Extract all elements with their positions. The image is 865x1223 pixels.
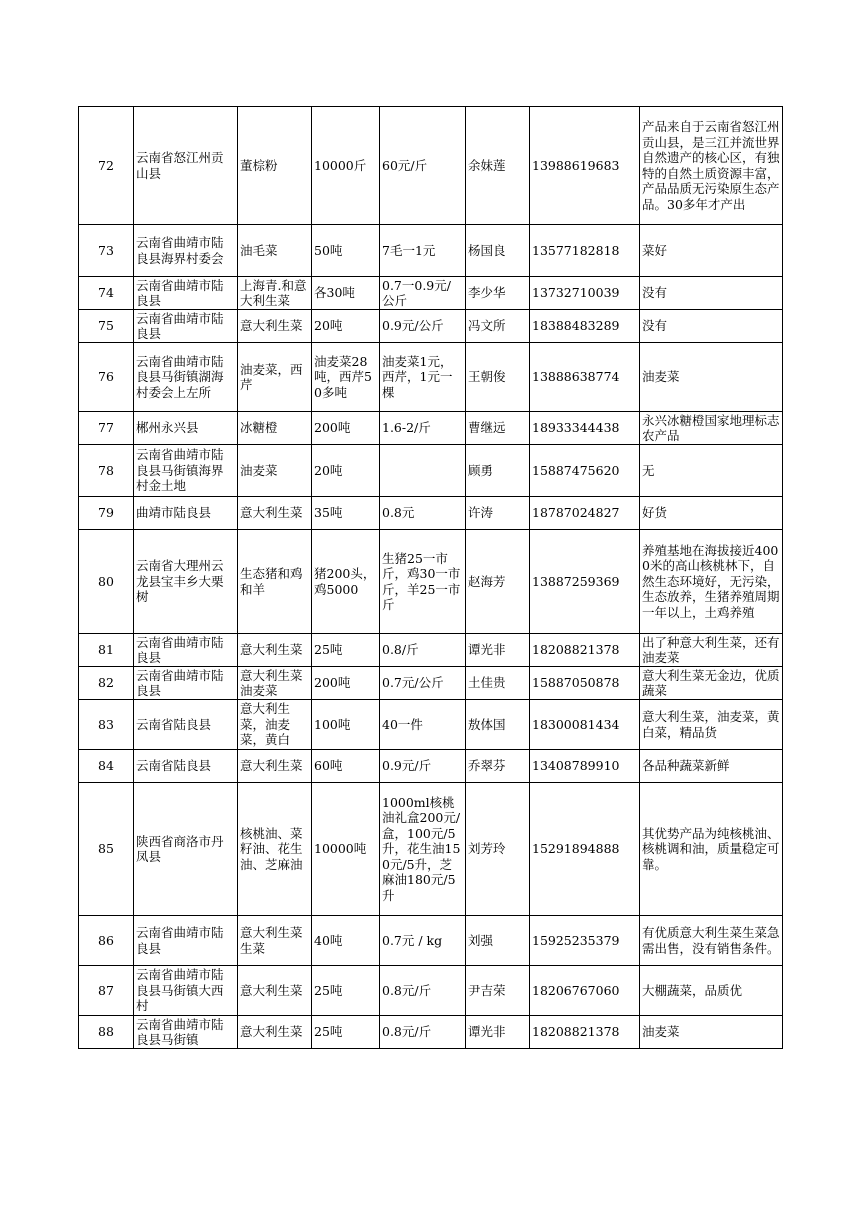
- cell-quantity-text: 20吨: [314, 462, 343, 478]
- cell-product-text: 意大利生菜: [240, 318, 303, 334]
- cell-note-text: 油麦菜: [642, 1024, 680, 1040]
- cell-note: [640, 343, 783, 412]
- cell-number: [79, 916, 134, 966]
- cell-phone-text: 15925235379: [532, 932, 620, 948]
- cell-number: [79, 700, 134, 750]
- cell-note: [640, 783, 783, 916]
- cell-quantity: [312, 966, 380, 1016]
- cell-region: [134, 343, 238, 412]
- cell-region: [134, 530, 238, 634]
- cell-note-text: 永兴冰糖橙国家地理标志农产品: [642, 412, 780, 443]
- cell-quantity: [312, 277, 380, 310]
- cell-quantity-text: 25吨: [314, 642, 343, 658]
- cell-contact-text: 赵海芳: [468, 573, 506, 589]
- table-row: [79, 700, 783, 750]
- cell-note: [640, 310, 783, 343]
- cell-region-text: 云南省曲靖市陆良县马街镇湖海村委会上左所: [136, 353, 224, 400]
- cell-product: [238, 1016, 312, 1049]
- cell-number: [79, 310, 134, 343]
- cell-phone-text: 18208821378: [532, 642, 620, 658]
- cell-quantity-text: 25吨: [314, 1024, 343, 1040]
- cell-quantity-text: 100吨: [314, 716, 351, 732]
- cell-region: [134, 966, 238, 1016]
- cell-quantity: [312, 225, 380, 277]
- cell-note: [640, 445, 783, 497]
- cell-phone-text: 13988619683: [532, 157, 620, 173]
- cell-region: [134, 750, 238, 783]
- cell-product: [238, 700, 312, 750]
- cell-region-text: 云南省曲靖市陆良县马街镇大西村: [136, 967, 224, 1014]
- cell-phone: [530, 310, 640, 343]
- cell-contact-text: 乔翠芬: [468, 758, 506, 774]
- cell-region-text: 云南省曲靖市陆良县: [136, 310, 224, 341]
- cell-price: [380, 750, 466, 783]
- cell-number-text: 72: [98, 157, 114, 173]
- cell-note-text: 产品来自于云南省怒江州贡山县，是三江并流世界自然遗产的核心区，有独特的自然土质资源丰富，产品品质无污染原生态产品。30多年才产出: [642, 119, 780, 212]
- cell-region: [134, 225, 238, 277]
- cell-phone-text: 15887050878: [532, 675, 620, 691]
- cell-quantity-text: 油麦菜28吨，西芹50多吨: [314, 353, 372, 400]
- cell-note-text: 大棚蔬菜，品质优: [642, 982, 743, 998]
- cell-price-text: 0.7元/公斤: [382, 675, 444, 691]
- cell-price: [380, 107, 466, 225]
- cell-product: [238, 783, 312, 916]
- cell-region-text: 云南省怒江州贡山县: [136, 150, 224, 181]
- cell-product: [238, 634, 312, 667]
- cell-region-text: 云南省曲靖市陆良县: [136, 634, 224, 665]
- cell-product: [238, 750, 312, 783]
- cell-phone-text: 13408789910: [532, 758, 620, 774]
- cell-price-text: 0.8元/斤: [382, 1024, 432, 1040]
- cell-price-text: 40一件: [382, 716, 423, 732]
- table-row: [79, 634, 783, 667]
- cell-region-text: 云南省大理州云龙县宝丰乡大栗树: [136, 558, 224, 605]
- cell-product: [238, 530, 312, 634]
- cell-note-text: 有优质意大利生菜生菜急需出售，没有销售条件。: [642, 925, 780, 956]
- cell-note-text: 其优势产品为纯核桃油、核桃调和油，质量稳定可靠。: [642, 825, 780, 872]
- cell-product-text: 意大利生菜油麦菜: [240, 667, 303, 698]
- cell-phone: [530, 966, 640, 1016]
- cell-contact: [466, 530, 530, 634]
- cell-contact: [466, 445, 530, 497]
- cell-quantity: [312, 700, 380, 750]
- cell-number-text: 73: [98, 242, 114, 258]
- cell-price: [380, 966, 466, 1016]
- cell-contact-text: 尹吉荣: [468, 982, 506, 998]
- cell-product: [238, 225, 312, 277]
- cell-number-text: 75: [98, 318, 114, 334]
- table-row: [79, 916, 783, 966]
- cell-product: [238, 343, 312, 412]
- cell-contact-text: 冯文所: [468, 318, 506, 334]
- cell-product-text: 意大利生菜，油麦菜，黄白: [240, 701, 291, 748]
- cell-note-text: 没有: [642, 318, 668, 334]
- cell-region: [134, 497, 238, 530]
- cell-quantity: [312, 412, 380, 445]
- cell-contact: [466, 277, 530, 310]
- cell-price-text: 0.7元 / kg: [382, 932, 443, 948]
- cell-contact: [466, 343, 530, 412]
- cell-note: [640, 1016, 783, 1049]
- cell-phone-text: 18388483289: [532, 318, 620, 334]
- cell-note: [640, 667, 783, 700]
- cell-number-text: 87: [98, 982, 114, 998]
- cell-price: [380, 445, 466, 497]
- cell-phone-text: 18300081434: [532, 716, 620, 732]
- cell-price: [380, 667, 466, 700]
- cell-product-text: 生态猪和鸡和羊: [240, 566, 303, 597]
- cell-phone: [530, 343, 640, 412]
- cell-quantity: [312, 445, 380, 497]
- cell-product-text: 意大利生菜: [240, 1024, 303, 1040]
- cell-product-text: 意大利生菜生菜: [240, 925, 303, 956]
- cell-region: [134, 445, 238, 497]
- cell-phone-text: 13732710039: [532, 285, 620, 301]
- cell-phone: [530, 783, 640, 916]
- cell-price: [380, 310, 466, 343]
- cell-price: [380, 225, 466, 277]
- cell-contact: [466, 916, 530, 966]
- cell-region: [134, 1016, 238, 1049]
- cell-number: [79, 634, 134, 667]
- cell-number-text: 77: [98, 420, 114, 436]
- cell-contact: [466, 310, 530, 343]
- cell-price-text: 7毛一1元: [382, 242, 436, 258]
- cell-contact: [466, 634, 530, 667]
- cell-region: [134, 107, 238, 225]
- cell-quantity: [312, 343, 380, 412]
- cell-number: [79, 966, 134, 1016]
- cell-contact-text: 许涛: [468, 505, 494, 521]
- cell-phone-text: 18787024827: [532, 505, 620, 521]
- cell-product-text: 意大利生菜: [240, 505, 303, 521]
- cell-price: [380, 277, 466, 310]
- cell-quantity-text: 200吨: [314, 675, 351, 691]
- cell-note-text: 无: [642, 462, 655, 478]
- cell-number-text: 81: [98, 642, 114, 658]
- cell-quantity: [312, 750, 380, 783]
- cell-note-text: 没有: [642, 285, 668, 301]
- cell-contact: [466, 1016, 530, 1049]
- cell-region-text: 云南省陆良县: [136, 716, 212, 732]
- cell-region-text: 云南省曲靖市陆良县: [136, 667, 224, 698]
- cell-quantity: [312, 310, 380, 343]
- cell-price-text: 1000ml核桃油礼盒200元/盒，100元/5升，花生油150元/5升，芝麻油180元/5升: [382, 794, 461, 903]
- table-row: [79, 497, 783, 530]
- cell-phone-text: 13577182818: [532, 242, 620, 258]
- cell-phone-text: 15291894888: [532, 841, 620, 857]
- cell-quantity-text: 10000斤: [314, 157, 367, 173]
- cell-number: [79, 783, 134, 916]
- cell-note: [640, 634, 783, 667]
- cell-contact: [466, 497, 530, 530]
- cell-product: [238, 107, 312, 225]
- cell-quantity-text: 各30吨: [314, 285, 355, 301]
- cell-contact: [466, 412, 530, 445]
- cell-quantity-text: 200吨: [314, 420, 351, 436]
- cell-note-text: 菜好: [642, 242, 668, 258]
- cell-phone-text: 18208821378: [532, 1024, 620, 1040]
- cell-price-text: 60元/斤: [382, 157, 428, 173]
- cell-contact-text: 敖体国: [468, 716, 506, 732]
- cell-price: [380, 1016, 466, 1049]
- cell-product-text: 上海青.和意大利生菜: [240, 277, 307, 308]
- table-row: [79, 667, 783, 700]
- cell-region-text: 陕西省商洛市丹凤县: [136, 833, 224, 864]
- cell-phone: [530, 277, 640, 310]
- cell-product-text: 冰糖橙: [240, 420, 278, 436]
- cell-phone: [530, 445, 640, 497]
- cell-phone: [530, 750, 640, 783]
- cell-number: [79, 530, 134, 634]
- cell-product: [238, 310, 312, 343]
- cell-number-text: 83: [98, 716, 114, 732]
- cell-note-text: 各品种蔬菜新鲜: [642, 758, 730, 774]
- cell-contact-text: 顾勇: [468, 462, 494, 478]
- cell-note: [640, 530, 783, 634]
- cell-price-text: 0.7一0.9元/公斤: [382, 277, 451, 308]
- table-row: [79, 277, 783, 310]
- cell-product-text: 董棕粉: [240, 157, 278, 173]
- cell-number: [79, 1016, 134, 1049]
- table-row: [79, 1016, 783, 1049]
- cell-quantity-text: 10000吨: [314, 841, 367, 857]
- cell-number: [79, 445, 134, 497]
- cell-phone: [530, 107, 640, 225]
- cell-phone: [530, 497, 640, 530]
- cell-region: [134, 412, 238, 445]
- cell-contact-text: 曹继远: [468, 420, 506, 436]
- cell-contact: [466, 700, 530, 750]
- cell-price-text: 生猪25一市斤，鸡30一市斤，羊25一市斤: [382, 550, 461, 612]
- cell-product-text: 油毛菜: [240, 242, 278, 258]
- table-row: [79, 107, 783, 225]
- cell-phone: [530, 667, 640, 700]
- cell-product: [238, 667, 312, 700]
- cell-price-text: 油麦菜1元，西芹，1元一棵: [382, 353, 453, 400]
- cell-product: [238, 445, 312, 497]
- cell-phone-text: 18206767060: [532, 982, 620, 998]
- cell-product: [238, 916, 312, 966]
- cell-phone-text: 13887259369: [532, 573, 620, 589]
- cell-phone: [530, 530, 640, 634]
- cell-number: [79, 107, 134, 225]
- cell-number-text: 78: [98, 462, 114, 478]
- cell-contact-text: 刘芳玲: [468, 841, 506, 857]
- cell-region: [134, 783, 238, 916]
- cell-quantity-text: 50吨: [314, 242, 343, 258]
- cell-number-text: 85: [98, 841, 114, 857]
- cell-price: [380, 412, 466, 445]
- cell-number: [79, 412, 134, 445]
- cell-note-text: 养殖基地在海拔接近4000米的高山核桃林下，自然生态环境好，无污染，生态放养，生猪养殖周期一年以上，土鸡养殖: [642, 542, 780, 620]
- cell-price-text: 1.6-2/斤: [382, 420, 431, 436]
- cell-phone: [530, 634, 640, 667]
- cell-price: [380, 634, 466, 667]
- cell-price-text: 0.8元: [382, 505, 415, 521]
- cell-phone-text: 13888638774: [532, 369, 620, 385]
- table-row: [79, 412, 783, 445]
- cell-contact: [466, 783, 530, 916]
- table-row: [79, 783, 783, 916]
- cell-contact-text: 土佳贵: [468, 675, 506, 691]
- cell-quantity-text: 20吨: [314, 318, 343, 334]
- cell-region-text: 郴州永兴县: [136, 420, 199, 436]
- cell-contact-text: 刘强: [468, 932, 494, 948]
- cell-price: [380, 700, 466, 750]
- cell-note: [640, 497, 783, 530]
- cell-quantity: [312, 107, 380, 225]
- cell-number-text: 84: [98, 758, 114, 774]
- cell-contact: [466, 966, 530, 1016]
- cell-quantity-text: 猪200头，鸡5000: [314, 566, 376, 597]
- cell-contact: [466, 667, 530, 700]
- cell-number: [79, 225, 134, 277]
- cell-region-text: 云南省陆良县: [136, 758, 212, 774]
- cell-region-text: 云南省曲靖市陆良县马街镇: [136, 1016, 224, 1047]
- cell-quantity-text: 25吨: [314, 982, 343, 998]
- cell-region: [134, 700, 238, 750]
- cell-quantity: [312, 497, 380, 530]
- cell-phone: [530, 1016, 640, 1049]
- table-row: [79, 343, 783, 412]
- cell-note: [640, 700, 783, 750]
- cell-region: [134, 634, 238, 667]
- table-row: [79, 530, 783, 634]
- cell-quantity: [312, 1016, 380, 1049]
- cell-product: [238, 412, 312, 445]
- cell-region: [134, 277, 238, 310]
- cell-quantity: [312, 530, 380, 634]
- cell-note-text: 意大利生菜，油麦菜，黄白菜，精品货: [642, 709, 780, 740]
- cell-quantity: [312, 634, 380, 667]
- cell-note-text: 出了种意大利生菜，还有油麦菜: [642, 634, 780, 665]
- cell-product-text: 油麦菜: [240, 462, 278, 478]
- cell-contact-text: 谭光非: [468, 1024, 506, 1040]
- cell-number-text: 88: [98, 1024, 114, 1040]
- cell-product: [238, 497, 312, 530]
- cell-contact-text: 余妹莲: [468, 157, 506, 173]
- cell-region-text: 云南省曲靖市陆良县: [136, 925, 224, 956]
- cell-number-text: 80: [98, 573, 114, 589]
- cell-price-text: 0.9元/公斤: [382, 318, 444, 334]
- supply-table: [78, 106, 783, 1049]
- cell-note: [640, 412, 783, 445]
- cell-number: [79, 667, 134, 700]
- cell-region: [134, 667, 238, 700]
- cell-product-text: 油麦菜，西芹: [240, 361, 303, 392]
- cell-note-text: 意大利生菜无金边，优质蔬菜: [642, 667, 780, 698]
- cell-phone-text: 18933344438: [532, 420, 620, 436]
- cell-number: [79, 497, 134, 530]
- cell-note: [640, 750, 783, 783]
- table-row: [79, 966, 783, 1016]
- cell-price: [380, 783, 466, 916]
- table-row: [79, 310, 783, 343]
- cell-number: [79, 343, 134, 412]
- cell-quantity: [312, 667, 380, 700]
- cell-quantity-text: 35吨: [314, 505, 343, 521]
- cell-contact-text: 王朝俊: [468, 369, 506, 385]
- cell-note-text: 好货: [642, 505, 668, 521]
- cell-contact-text: 谭光非: [468, 642, 506, 658]
- cell-contact-text: 李少华: [468, 285, 506, 301]
- cell-product-text: 意大利生菜: [240, 982, 303, 998]
- cell-note: [640, 277, 783, 310]
- cell-region-text: 云南省曲靖市陆良县海界村委会: [136, 235, 224, 266]
- cell-product: [238, 966, 312, 1016]
- cell-number-text: 86: [98, 932, 114, 948]
- cell-number-text: 74: [98, 285, 114, 301]
- cell-phone: [530, 412, 640, 445]
- cell-quantity: [312, 783, 380, 916]
- cell-product-text: 核桃油、菜籽油、花生油、芝麻油: [240, 825, 303, 872]
- cell-note: [640, 225, 783, 277]
- cell-price: [380, 530, 466, 634]
- cell-region: [134, 310, 238, 343]
- cell-product-text: 意大利生菜: [240, 642, 303, 658]
- cell-price-text: 0.9元/斤: [382, 758, 432, 774]
- cell-number-text: 82: [98, 675, 114, 691]
- table-row: [79, 445, 783, 497]
- cell-contact: [466, 107, 530, 225]
- table-row: [79, 225, 783, 277]
- cell-region: [134, 916, 238, 966]
- cell-number: [79, 277, 134, 310]
- cell-price-text: 0.8元/斤: [382, 982, 432, 998]
- cell-price-text: 0.8/斤: [382, 642, 419, 658]
- cell-phone: [530, 916, 640, 966]
- cell-note: [640, 966, 783, 1016]
- cell-price: [380, 916, 466, 966]
- table-row: [79, 750, 783, 783]
- cell-price: [380, 343, 466, 412]
- cell-contact: [466, 225, 530, 277]
- cell-number: [79, 750, 134, 783]
- cell-number-text: 79: [98, 505, 114, 521]
- cell-phone: [530, 700, 640, 750]
- cell-quantity-text: 60吨: [314, 758, 343, 774]
- cell-contact-text: 杨国良: [468, 242, 506, 258]
- cell-quantity: [312, 916, 380, 966]
- cell-phone-text: 15887475620: [532, 462, 620, 478]
- cell-product: [238, 277, 312, 310]
- cell-product-text: 意大利生菜: [240, 758, 303, 774]
- cell-price: [380, 497, 466, 530]
- cell-region-text: 云南省曲靖市陆良县马街镇海界村金土地: [136, 447, 224, 494]
- cell-contact: [466, 750, 530, 783]
- cell-region-text: 云南省曲靖市陆良县: [136, 277, 224, 308]
- cell-phone: [530, 225, 640, 277]
- cell-note: [640, 107, 783, 225]
- cell-quantity-text: 40吨: [314, 932, 343, 948]
- cell-note: [640, 916, 783, 966]
- cell-region-text: 曲靖市陆良县: [136, 505, 212, 521]
- cell-number-text: 76: [98, 369, 114, 385]
- cell-note-text: 油麦菜: [642, 369, 680, 385]
